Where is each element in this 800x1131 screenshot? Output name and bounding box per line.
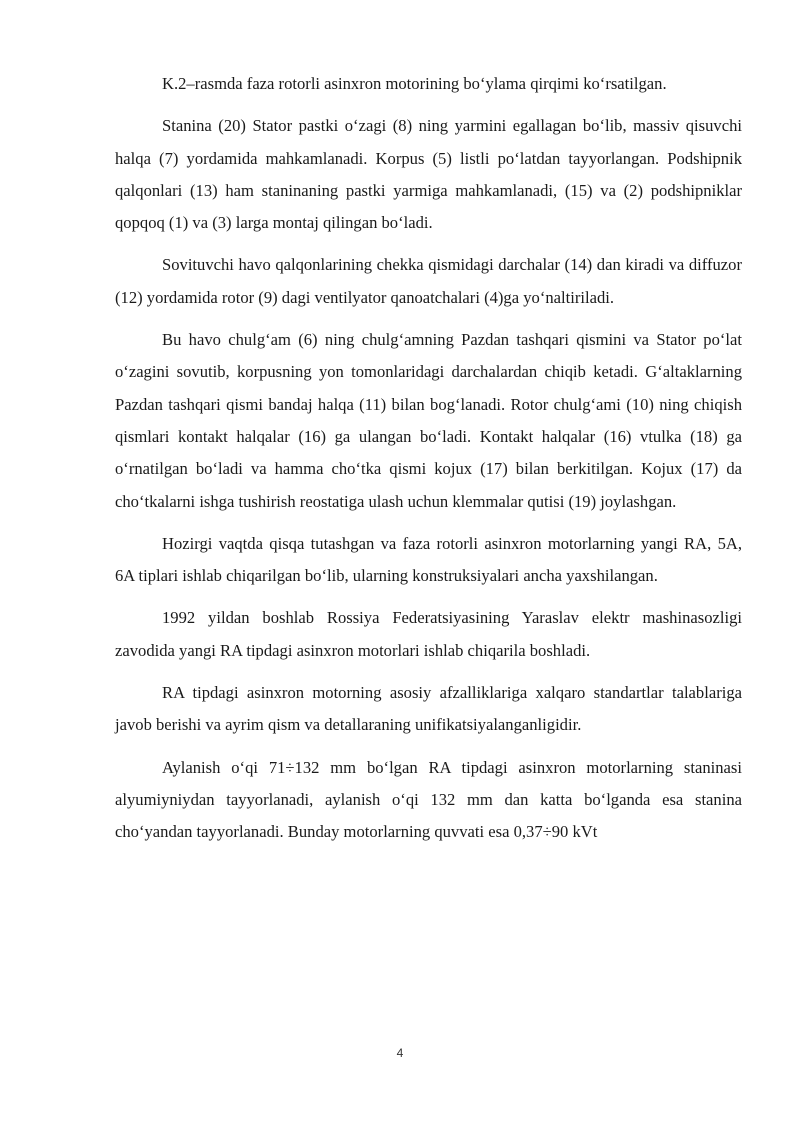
paragraph-2: Stanina (20) Stator pastki o‘zagi (8) ning yarmini egallagan bo‘lib, massiv qisuvchi halqa (7) yordamida mahkamlanadi. Korpus (5) listli po‘latdan tayyorlangan. Podshipnik qalqonlari (13) ham staninaning pastki yarmiga mahkamlanadi, (15) va (2) podshipniklar qopqoq (1) va (3) larga montaj qilingan bo‘ladi. [115,116,742,233]
paragraph-3: Sovituvchi havo qalqonlarining chekka qismidagi darchalar (14) dan kiradi va diffuzor (12) yordamida rotor (9) dagi ventilyator qanoatchalari (4)ga yo‘naltiriladi. [115,255,742,307]
paragraph-1: K.2–rasmda faza rotorli asinxron motorining bo‘ylama qirqimi ko‘rsatilgan. [162,74,667,93]
paragraph-6: 1992 yildan boshlab Rossiya Federatsiyasining Yaraslav elektr mashinasozligi zavodida yangi RA tipdagi asinxron motorlari ishlab chiqarila boshladi. [115,608,742,660]
paragraph-5: Hozirgi vaqtda qisqa tutashgan va faza rotorli asinxron motorlarning yangi RA, 5A, 6A tiplari ishlab chiqarilgan bo‘lib, ularning konstruksiyalari ancha yaxshilangan. [115,533,742,586]
page-number: 4 [396,1046,404,1060]
document-body [115,68,742,859]
paragraph-8: Aylanish o‘qi 71÷132 mm bo‘lgan RA tipdagi asinxron motorlarning staninasi alyumiyniydan tayyorlanadi, aylanish o‘qi 132 mm dan katta bo‘lganda esa stanina cho‘yandan tayyorlanadi. Bunday motorlarning quvvati esa 0,37÷90 kVt [115,757,742,842]
paragraph-4: Bu havo chulg‘am (6) ning chulg‘amning Pazdan tashqari qismini va Stator po‘lat o‘zagini sovutib, korpusning yon tomonlaridagi darchalardan chiqib ketadi. G‘altaklarning Pazdan tashqari qismi bandaj halqa (11) bilan bog‘lanadi. Rotor chulg‘ami (10) ning chiqish qismlari kontakt halqalar (16) ga ulangan bo‘ladi. Kontakt halqalar (16) vtulka (18) ga o‘rnatilgan bo‘ladi va hamma cho‘tka qismi kojux (17) bilan berkitilgan. Kojux (17) da cho‘tkalarni ishga tushirish reostatiga ulash uchun klemmalar qutisi (19) joylashgan. [115,330,742,511]
paragraph-7: RA tipdagi asinxron motorning asosiy afzalliklariga xalqaro standartlar talablariga javob berishi va ayrim qism va detallaraning unifikatsiyalanganligidir. [115,683,742,735]
